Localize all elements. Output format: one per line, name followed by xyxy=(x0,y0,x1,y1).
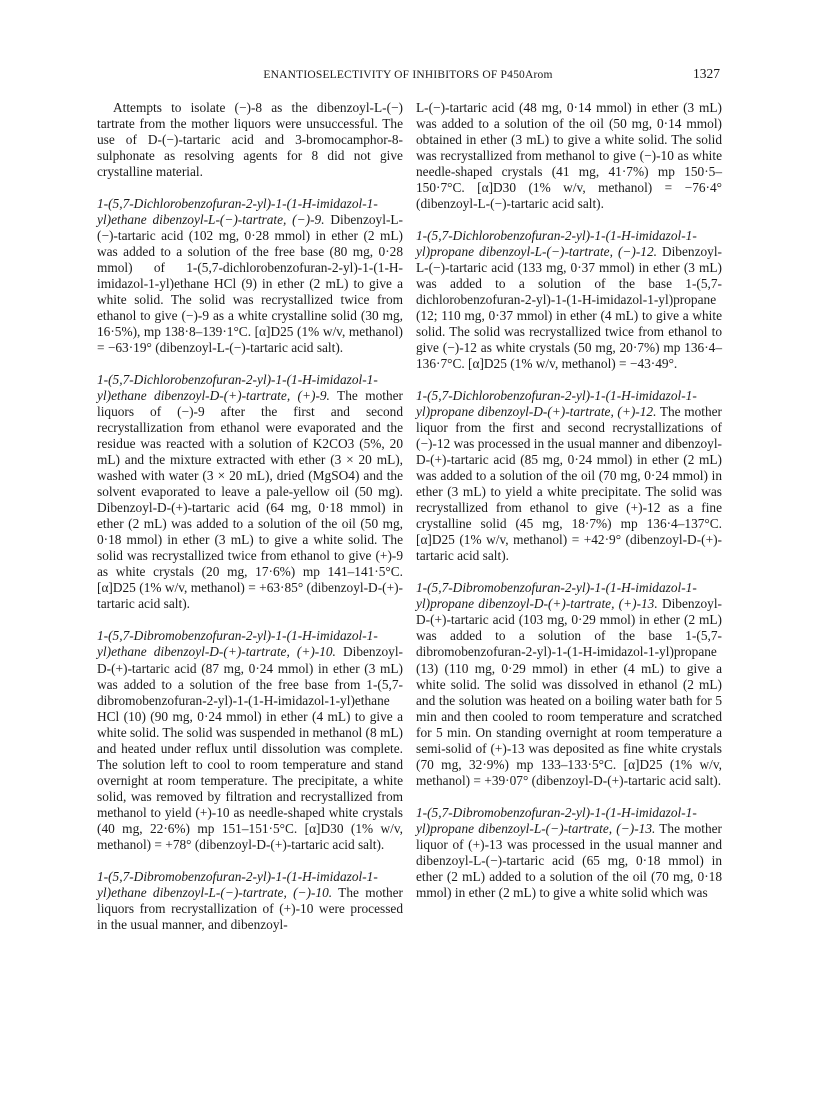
page-number: 1327 xyxy=(693,66,720,81)
paragraph xyxy=(97,100,403,180)
paragraph-text: Dibenzoyl-D-(+)-tartaric acid (87 mg, 0·24 mmol) in ether (3 mL) was added to a solution of the free base from 1-(5,7-dibromobenzofuran-2-yl)-1-(1-H-imidazol-1-yl)ethane HCl (10) (90 mg, 0·24 mmol) in ether (4 mL) to give a white solid. The solid was suspended in methanol (8 mL) and heated under reflux until dissolution was complete. The solution left to cool to room temperature and stand overnight at room temperature. The precipitate, a white solid, was removed by filtration and recrystallized from methanol to yield (+)-10 as needle-shaped white crystals (40 mg, 22·6%) mp 151–151·5°C. [α]D30 (1% w/v, methanol) = +78° (dibenzoyl-D-(+)-tartaric acid salt). xyxy=(97,644,403,852)
paragraph-title: 1-(5,7-Dibromobenzofuran-2-yl)-1-(1-H-imidazol-1-yl)ethane dibenzoyl-D-(+)-tartrate, (+)-10. xyxy=(97,628,378,660)
running-head: ENANTIOSELECTIVITY OF INHIBITORS OF P450Arom xyxy=(263,69,553,81)
paragraph-text: The mother liquors of (−)-9 after the first and second recrystallization from ethanol were evaporated and the residue was reacted with a solution of K2CO3 (5%, 20 mL) and the mixture extracted with ether (3 × 20 mL), washed with water (3 × 20 mL), dried (MgSO4) and the solvent evaporated to leave a pale-yellow oil (50 mg). Dibenzoyl-D-(+)-tartaric acid (64 mg, 0·18 mmol) in ether (2 mL) was added to a solution of the oil (50 mg, 0·18 mmol) in ether (3 mL) to give a white solid. The solid was recrystallized twice from ethanol to give (+)-9 as white crystals (20 mg, 17·6%) mp 141–141·5°C. [α]D25 (1% w/v, methanol) = +63·85° (dibenzoyl-D-(+)-tartaric acid salt). xyxy=(97,388,403,612)
paragraph-title: 1-(5,7-Dibromobenzofuran-2-yl)-1-(1-H-imidazol-1-yl)propane dibenzoyl-D-(+)-tartrate, (+)-13. xyxy=(416,580,697,612)
paragraph-title: 1-(5,7-Dichlorobenzofuran-2-yl)-1-(1-H-imidazol-1-yl)ethane dibenzoyl-D-(+)-tartrate, (+)-9. xyxy=(97,372,378,404)
paragraph xyxy=(97,372,403,612)
right-column xyxy=(416,100,722,901)
left-column xyxy=(97,100,403,933)
paragraph-title: 1-(5,7-Dichlorobenzofuran-2-yl)-1-(1-H-imidazol-1-yl)propane dibenzoyl-D-(+)-tartrate, (+)-12. xyxy=(416,388,697,420)
paragraph-text: The mother liquors from recrystallization of (+)-10 were processed in the usual manner, and dibenzoyl- xyxy=(97,884,403,932)
paragraph-text: Attempts to isolate (−)-8 as the dibenzoyl-L-(−) tartrate from the mother liquors were unsuccessful. The use of D-(−)-tartaric acid and 3-bromocamphor-8-sulphonate as resolving agents for 8 did not give crystalline material. xyxy=(97,100,403,180)
paragraph-title: 1-(5,7-Dichlorobenzofuran-2-yl)-1-(1-H-imidazol-1-yl)ethane dibenzoyl-L-(−)-tartrate, (−)-9. xyxy=(97,196,378,228)
paragraph-text: L-(−)-tartaric acid (48 mg, 0·14 mmol) in ether (3 mL) was added to a solution of the oil (50 mg, 0·14 mmol) obtained in ether (3 mL) to give a white solid. The solid was recrystallized from methanol to give (−)-10 as white needle-shaped crystals (41 mg, 41·7%) mp 150·5–150·7°C. [α]D30 (1% w/v, methanol) = −76·4° (dibenzoyl-L-(−)-tartaric acid salt). xyxy=(416,100,722,212)
paragraph xyxy=(416,100,722,212)
paragraph-text: The mother liquor of (+)-13 was processed in the usual manner and dibenzoyl-L-(−)-tartaric acid (65 mg, 0·18 mmol) in ether (2 mL) added to a solution of the oil (70 mg, 0·18 mmol) in ether (2 mL) to give a white solid which was xyxy=(416,820,722,900)
paragraph-title: 1-(5,7-Dibromobenzofuran-2-yl)-1-(1-H-imidazol-1-yl)ethane dibenzoyl-L-(−)-tartrate, (−)-10. xyxy=(97,868,378,900)
paragraph xyxy=(416,580,722,788)
paragraph xyxy=(416,228,722,372)
paragraph-text: Dibenzoyl-L-(−)-tartaric acid (102 mg, 0·28 mmol) in ether (2 mL) was added to a solution of the free base (80 mg, 0·28 mmol) of 1-(5,7-dichlorobenzofuran-2-yl)-1-(1-H-imidazol-1-yl)ethane HCl (9) in ether (2 mL) to give a white solid. The solid was recrystallized twice from ethanol to give (−)-9 as a white crystalline solid (30 mg, 16·5%), mp 138·8–139·1°C. [α]D25 (1% w/v, methanol) = −63·19° (dibenzoyl-L-(−)-tartaric acid salt). xyxy=(97,212,403,356)
paragraph-text: Dibenzoyl-D-(+)-tartaric acid (103 mg, 0·29 mmol) in ether (2 mL) was added to a solution of the base 1-(5,7-dibromobenzofuran-2-yl)-1-(1-H-imidazol-1-yl)propane (13) (110 mg, 0·29 mmol) in ether (4 mL) to give a white solid. The solid was dissolved in ethanol (2 mL) and the solution was heated on a boiling water bath for 5 min and then cooled to room temperature and scratched for 5 min. On standing overnight at room temperature a semi-solid of (+)-13 was deposited as fine white crystals (70 mg, 32·9%) mp 133–133·5°C. [α]D25 (1% w/v, methanol) = +39·07° (dibenzoyl-D-(+)-tartaric acid salt). xyxy=(416,596,722,788)
paragraph-text: The mother liquor from the first and second recrystallizations of (−)-12 was processed in the usual manner and dibenzoyl-D-(+)-tartaric acid (85 mg, 0·24 mmol) in ether (2 mL) was added to a solution of the oil (70 mg, 0·24 mmol) in ether (3 mL) to yield a white precipitate. The solid was recrystallized from ethanol to give (+)-12 as a fine crystalline solid (45 mg, 18·7%) mp 136·4–137°C. [α]D25 (1% w/v, methanol) = +42·9° (dibenzoyl-D-(+)-tartaric acid salt). xyxy=(416,404,722,564)
paragraph-title: 1-(5,7-Dibromobenzofuran-2-yl)-1-(1-H-imidazol-1-yl)propane dibenzoyl-L-(−)-tartrate, (−)-13. xyxy=(416,804,697,836)
paragraph xyxy=(97,628,403,852)
paragraph xyxy=(416,805,722,901)
paragraph-title: 1-(5,7-Dichlorobenzofuran-2-yl)-1-(1-H-imidazol-1-yl)propane dibenzoyl-L-(−)-tartrate, (−)-12. xyxy=(416,228,697,260)
paragraph xyxy=(416,388,722,564)
page-header xyxy=(0,66,816,86)
paragraph-text: Dibenzoyl-L-(−)-tartaric acid (133 mg, 0·37 mmol) in ether (3 mL) was added to a solution of the base 1-(5,7-dichlorobenzofuran-2-yl)-1-(1-H-imidazol-1-yl)propane (12; 110 mg, 0·37 mmol) in ether (4 mL) to give a white solid. The solid was recrystallized twice from ethanol to give (−)-12 as white crystals (50 mg, 20·7%) mp 136·4–136·7°C. [α]D25 (1% w/v, methanol) = −43·49°. xyxy=(416,244,722,372)
paragraph xyxy=(97,869,403,933)
paragraph xyxy=(97,196,403,356)
